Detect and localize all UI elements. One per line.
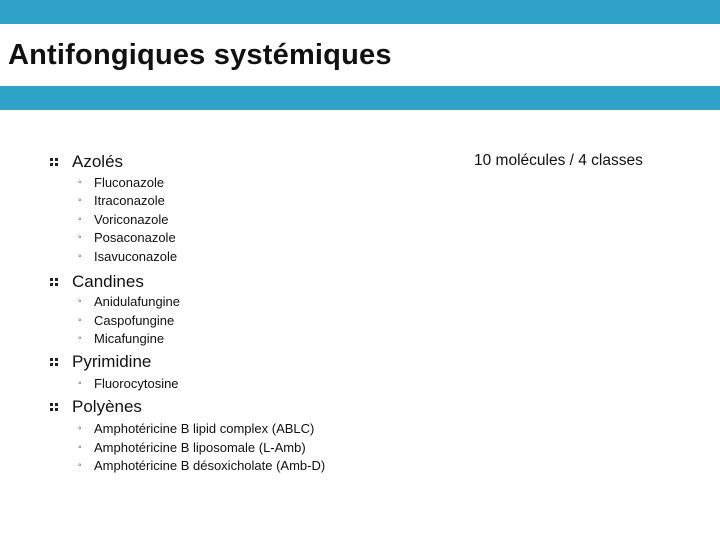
category-label: Polyènes xyxy=(72,396,142,416)
list-item xyxy=(78,311,450,330)
hollow-circle-icon: ◦ xyxy=(78,377,82,389)
list-item-label: Posaconazole xyxy=(94,230,176,246)
hollow-circle-icon: ◦ xyxy=(78,441,82,453)
sub-list xyxy=(50,173,450,266)
list-item xyxy=(78,229,450,248)
category-label: Candines xyxy=(72,271,144,291)
list-item-label: Amphotéricine B désoxicholate (Amb-D) xyxy=(94,458,326,474)
square-dots-icon xyxy=(50,278,58,286)
list-item-label: Amphotéricine B liposomale (L-Amb) xyxy=(94,439,306,455)
category-item xyxy=(50,270,450,294)
list-item-label: Micafungine xyxy=(94,331,165,347)
list-item xyxy=(78,247,450,266)
category-item xyxy=(50,150,450,174)
category-group xyxy=(50,395,450,476)
hollow-circle-icon: ◦ xyxy=(78,460,82,472)
list-item xyxy=(78,293,450,312)
category-group xyxy=(50,150,450,266)
hollow-circle-icon: ◦ xyxy=(78,423,82,435)
hollow-circle-icon: ◦ xyxy=(78,314,82,326)
list-item-label: Isavuconazole xyxy=(94,248,178,264)
title-band xyxy=(0,24,720,86)
list-item xyxy=(78,438,450,457)
list-item-label: Itraconazole xyxy=(94,193,165,209)
hollow-circle-icon: ◦ xyxy=(78,250,82,262)
bullet-list xyxy=(50,150,450,477)
list-item xyxy=(78,210,450,229)
summary-note: 10 molécules / 4 classes xyxy=(474,152,643,169)
hollow-circle-icon: ◦ xyxy=(78,232,82,244)
list-item xyxy=(78,420,450,439)
square-dots-icon xyxy=(50,358,58,366)
square-dots-icon xyxy=(50,403,58,411)
sub-list xyxy=(50,420,450,476)
list-item-label: Fluconazole xyxy=(94,174,165,190)
list-item xyxy=(78,374,450,393)
list-item xyxy=(78,457,450,476)
sub-list xyxy=(50,293,450,349)
list-item-label: Caspofungine xyxy=(94,312,175,328)
list-item xyxy=(78,192,450,211)
list-item-label: Voriconazole xyxy=(94,211,169,227)
hollow-circle-icon: ◦ xyxy=(78,296,82,308)
list-item-label: Amphotéricine B lipid complex (ABLC) xyxy=(94,421,315,437)
sub-list xyxy=(50,374,450,393)
list-item xyxy=(78,330,450,349)
category-label: Pyrimidine xyxy=(72,352,152,371)
hollow-circle-icon: ◦ xyxy=(78,195,82,207)
square-dots-icon xyxy=(50,158,58,166)
list-item-label: Fluorocytosine xyxy=(94,375,179,391)
list-item-label: Anidulafungine xyxy=(94,294,181,310)
hollow-circle-icon: ◦ xyxy=(78,213,82,225)
slide-title: Antifongiques systémiques xyxy=(8,38,392,71)
category-item xyxy=(50,350,450,374)
category-group xyxy=(50,270,450,349)
hollow-circle-icon: ◦ xyxy=(78,176,82,188)
category-group xyxy=(50,350,450,393)
title-bar xyxy=(0,0,720,110)
category-item xyxy=(50,395,450,419)
category-label: Azolés xyxy=(72,152,124,171)
hollow-circle-icon: ◦ xyxy=(78,333,82,345)
list-item xyxy=(78,173,450,192)
